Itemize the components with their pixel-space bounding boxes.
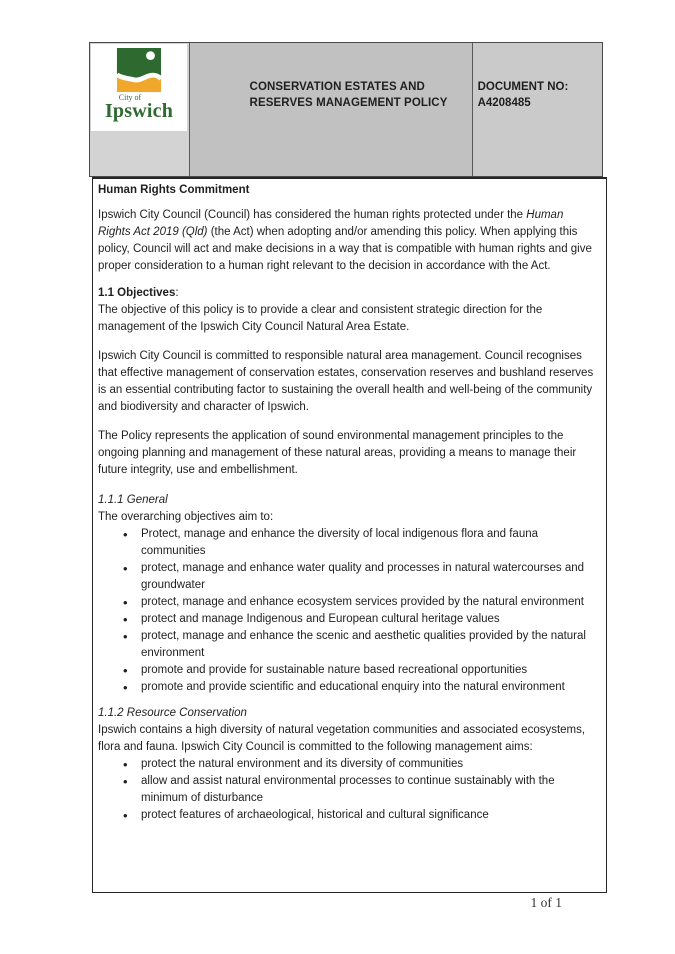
ipswich-logo-wordmark bbox=[91, 94, 187, 121]
header-logo-cell bbox=[90, 43, 190, 176]
objectives-heading: 1.1 Objectives bbox=[98, 287, 176, 299]
list-item: • protect, manage and enhance ecosystem services provided by the natural environment bbox=[123, 594, 599, 611]
list-item: • protect the natural environment and its diversity of communities bbox=[123, 756, 599, 773]
objectives-paragraph-1: The objective of this policy is to provide a clear and consistent strategic direction for the management of the Ipswich City Council Natural Area Estate. bbox=[98, 304, 543, 333]
list-item: • protect, manage and enhance the scenic and aesthetic qualities provided by the natural environment bbox=[123, 628, 599, 662]
logo-ipswich-text: Ipswich bbox=[104, 100, 174, 122]
document-number-label: DOCUMENT NO: bbox=[477, 81, 569, 93]
objectives-paragraph-3: The Policy represents the application of sound environmental management principles to the ongoing planning and management of these natural areas, providing a means to manage their future integrity, use and embellishment. bbox=[98, 430, 577, 476]
list-item: • protect, manage and enhance water quality and processes in natural watercourses and groundwater bbox=[123, 560, 599, 594]
list-item: • Protect, manage and enhance the diversity of local indigenous flora and fauna communities bbox=[123, 526, 599, 560]
document-title-line1: CONSERVATION ESTATES AND bbox=[249, 81, 425, 93]
human-rights-paragraph-pre: Ipswich City Council (Council) has considered the human rights protected under the bbox=[98, 209, 527, 221]
list-item: • protect features of archaeological, historical and cultural significance bbox=[123, 807, 599, 824]
list-item: • allow and assist natural environmental processes to continue sustainably with the minimum of disturbance bbox=[123, 773, 599, 807]
resource-conservation-subheading: 1.1.2 Resource Conservation bbox=[98, 707, 247, 719]
general-intro: The overarching objectives aim to: bbox=[98, 511, 274, 523]
document-title-line2: RESERVES MANAGEMENT POLICY bbox=[249, 97, 448, 109]
objectives-paragraph-2: Ipswich City Council is committed to responsible natural area management. Council recognises that effective management of conservation estates, conservation reserves and bushland reserves is an essential contributing factor to sustaining the overall health and well-being of the community and biodiversity and character of Ipswich. bbox=[98, 350, 594, 413]
human-rights-paragraph bbox=[98, 207, 599, 275]
list-item: • promote and provide for sustainable nature based recreational opportunities bbox=[123, 662, 599, 679]
objectives-heading-colon: : bbox=[175, 287, 179, 299]
resource-conservation-intro: Ipswich contains a high diversity of natural vegetation communities and associated ecosystems, flora and fauna. Ipswich City Council is committed to the following management aims: bbox=[98, 724, 586, 753]
ipswich-council-logo bbox=[91, 44, 187, 131]
general-objectives-list bbox=[98, 526, 599, 696]
list-item: • protect and manage Indigenous and European cultural heritage values bbox=[123, 611, 599, 628]
objectives-heading-line bbox=[98, 285, 599, 302]
document-number-value: A4208485 bbox=[477, 97, 531, 109]
document-body-box bbox=[92, 177, 607, 893]
general-subheading: 1.1.1 General bbox=[98, 494, 168, 506]
document-header-table bbox=[89, 42, 603, 177]
list-item: • promote and provide scientific and educational enquiry into the natural environment bbox=[123, 679, 599, 696]
ipswich-logo-icon bbox=[116, 47, 162, 93]
logo-cityof-text: City of bbox=[118, 93, 142, 102]
header-docno-cell bbox=[473, 43, 602, 176]
human-rights-paragraph-post: (the Act) when adopting and/or amending this policy. When applying this policy, Council will act and make decisions in a way that is compatible with human rights and give proper consideration to a human right relevant to the decision in accordance with the Act. bbox=[98, 226, 592, 272]
resource-conservation-list bbox=[98, 756, 599, 824]
page-number: 1 of 1 bbox=[530, 895, 562, 910]
human-rights-heading: Human Rights Commitment bbox=[98, 184, 250, 196]
human-rights-act-reference: Human Rights Act 2019 (Qld) bbox=[98, 209, 564, 238]
header-title-cell bbox=[190, 43, 473, 176]
